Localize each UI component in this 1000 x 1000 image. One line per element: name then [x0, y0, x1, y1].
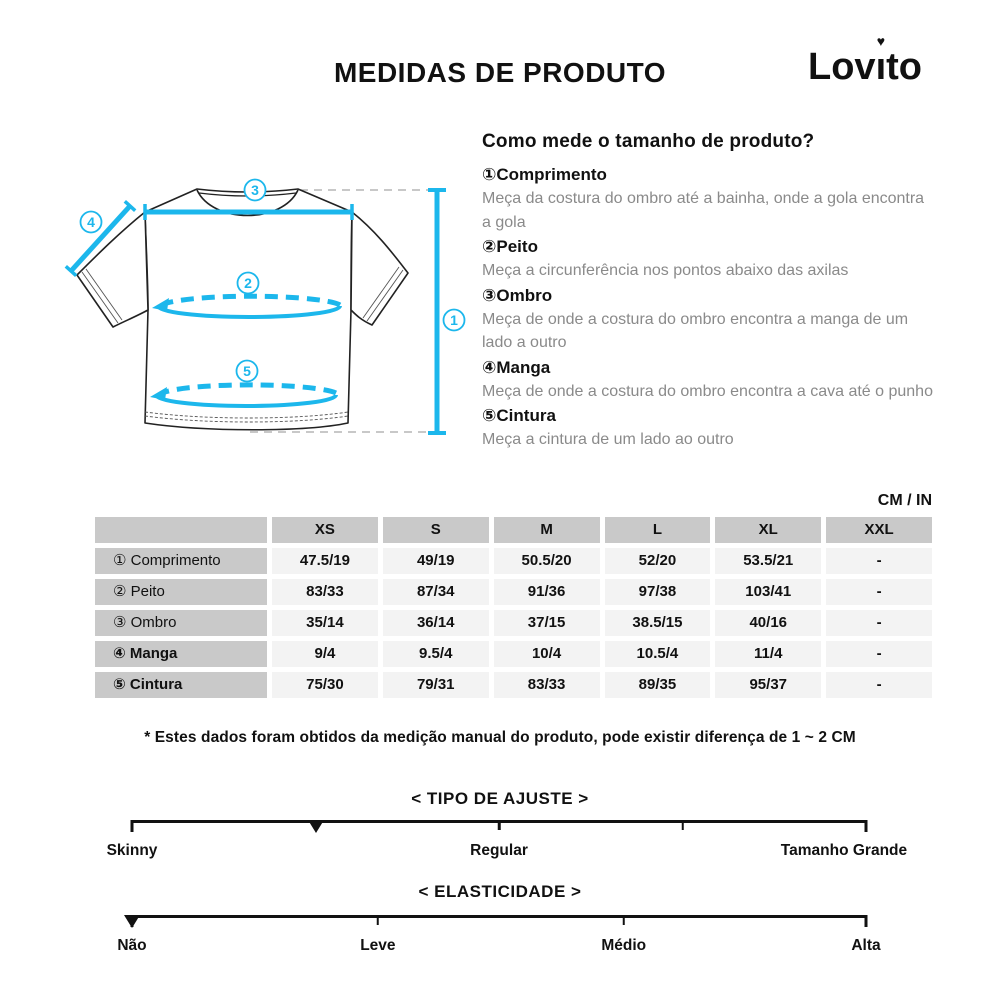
elasticity-tick-end	[865, 915, 868, 927]
fit-tick-end	[865, 820, 868, 832]
fit-label-skinny: Skinny	[106, 842, 158, 859]
table-cell: 103/41	[715, 579, 821, 605]
table-cell: 10.5/4	[605, 641, 711, 667]
table-cell: 47.5/19	[272, 548, 378, 574]
table-cell: 11/4	[715, 641, 821, 667]
callout-2: 2	[244, 275, 252, 291]
table-cell: -	[826, 579, 932, 605]
elasticity-label-nao: Não	[117, 937, 147, 954]
table-cell: 40/16	[715, 610, 821, 636]
elasticity-label-leve: Leve	[360, 937, 396, 954]
elasticity-scale-heading: < ELASTICIDADE >	[418, 882, 582, 901]
table-cell: 35/14	[272, 610, 378, 636]
col-header-xxl: XXL	[826, 517, 932, 543]
guide-item-label: ③Ombro	[482, 285, 553, 305]
fit-label-grande: Tamanho Grande	[780, 842, 908, 859]
elasticity-label-alta: Alta	[851, 937, 881, 954]
elasticity-label-medio: Médio	[601, 937, 647, 954]
table-cell: 97/38	[605, 579, 711, 605]
guide-item	[482, 403, 934, 452]
guide-item	[482, 234, 934, 283]
guide-heading: Como mede o tamanho de produto?	[482, 131, 815, 152]
table-cell: -	[826, 548, 932, 574]
table-cell: 83/33	[494, 672, 600, 698]
table-cell: 79/31	[383, 672, 489, 698]
row-label-cintura: ⑤ Cintura	[95, 672, 267, 698]
guide-item	[482, 162, 934, 234]
elasticity-scale	[117, 915, 881, 955]
col-header-xl: XL	[715, 517, 821, 543]
fit-label-regular: Regular	[470, 842, 528, 859]
table-cell: 37/15	[494, 610, 600, 636]
table-cell: 10/4	[494, 641, 600, 667]
elasticity-tick-leve	[377, 915, 380, 925]
row-label-ombro: ③ Ombro	[95, 610, 267, 636]
table-cell: 75/30	[272, 672, 378, 698]
callout-5: 5	[243, 363, 251, 379]
brand-logo	[808, 33, 922, 89]
elasticity-tick-medio	[623, 915, 626, 925]
table-cell: 91/36	[494, 579, 600, 605]
heart-icon: ♥	[876, 33, 885, 49]
fit-tick-threequarter	[681, 820, 684, 830]
col-header-l: L	[605, 517, 711, 543]
table-corner-cell	[95, 517, 267, 543]
table-cell: 95/37	[715, 672, 821, 698]
col-header-s: S	[383, 517, 489, 543]
row-label-manga: ④ Manga	[95, 641, 267, 667]
table-cell: 89/35	[605, 672, 711, 698]
table-cell: 49/19	[383, 548, 489, 574]
elasticity-marker-icon	[124, 915, 140, 928]
right-sleeve	[351, 212, 408, 325]
guide-item-label: ②Peito	[482, 237, 538, 256]
brand-logo-left: Lov	[808, 46, 876, 88]
brand-logo-i: ı ♥	[875, 33, 887, 88]
guide-item	[482, 355, 934, 404]
table-cell: 53.5/21	[715, 548, 821, 574]
fit-scale-heading: < TIPO DE AJUSTE >	[411, 789, 589, 808]
table-cell: 9/4	[272, 641, 378, 667]
guide-item-label: ④Manga	[482, 357, 551, 377]
table-cell: 52/20	[605, 548, 711, 574]
table-cell: 36/14	[383, 610, 489, 636]
guide-item-desc: Meça a circunferência nos pontos abaixo das axilas	[482, 262, 849, 279]
col-header-xs: XS	[272, 517, 378, 543]
table-cell: 9.5/4	[383, 641, 489, 667]
fit-tick-start	[131, 820, 134, 832]
table-cell: -	[826, 610, 932, 636]
page-title: MEDIDAS DE PRODUTO	[333, 57, 667, 88]
guide-item-desc: Meça de onde a costura do ombro encontra a cava até o punho	[482, 382, 933, 400]
elasticity-scale-track	[132, 915, 866, 918]
callout-4: 4	[87, 214, 95, 230]
callout-3: 3	[251, 182, 259, 198]
measurement-disclaimer: * Estes dados foram obtidos da medição manual do produto, pode existir diferença de 1 ~ 2 CM	[144, 729, 856, 746]
table-cell: 83/33	[272, 579, 378, 605]
table-cell: -	[826, 641, 932, 667]
table-cell: -	[826, 672, 932, 698]
unit-label: CM / IN	[877, 492, 932, 509]
fit-marker-icon	[308, 820, 324, 833]
shirt-body	[145, 189, 352, 430]
col-header-m: M	[494, 517, 600, 543]
brand-logo-right: to	[886, 46, 922, 88]
table-cell: 38.5/15	[605, 610, 711, 636]
row-label-comprimento: ① Comprimento	[95, 548, 267, 574]
guide-item-label: ①Comprimento	[482, 165, 607, 184]
guide-item-desc: Meça a cintura de um lado ao outro	[482, 431, 734, 448]
size-table	[95, 517, 932, 698]
table-cell: 87/34	[383, 579, 489, 605]
guide-item	[482, 283, 934, 355]
fit-scale	[106, 820, 908, 860]
measure-guide	[482, 131, 934, 452]
fit-tick-mid	[498, 820, 501, 830]
guide-item-desc: Meça de onde a costura do ombro encontra a manga de um lado a outro	[482, 310, 909, 351]
callout-1: 1	[450, 312, 458, 328]
tshirt-measurement-diagram	[55, 160, 475, 460]
guide-item-label: ⑤Cintura	[482, 406, 556, 425]
table-cell: 50.5/20	[494, 548, 600, 574]
row-label-peito: ② Peito	[95, 579, 267, 605]
guide-item-desc: Meça da costura do ombro até a bainha, onde a gola encontra a gola	[482, 190, 925, 231]
